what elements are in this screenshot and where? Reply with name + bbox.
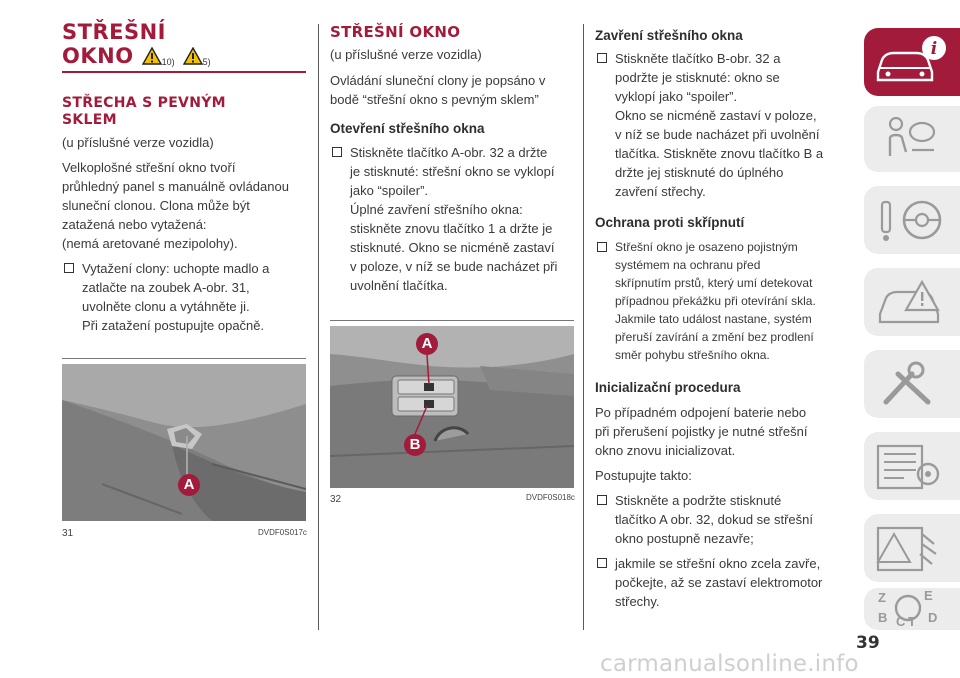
section-title: STŘEŠNÍ OKNO xyxy=(330,23,461,41)
bullet-item: jakmile se střešní okno zcela zavře, počkejte, až se zastaví elektromotor střechy. xyxy=(595,554,845,611)
section-title-line2: OKNO xyxy=(62,44,134,68)
subheading: Ochrana proti skřípnutí xyxy=(595,215,745,230)
bullet-box-icon xyxy=(332,147,342,157)
emergency-icon xyxy=(864,514,960,582)
nav-tab-tools[interactable] xyxy=(864,350,960,418)
bullet-item: Vytažení clony: uchopte madlo a zatlačte na zoubek A-obr. 31, uvolněte clonu a vytáhněte ji. Při zatažení postupujte opačně. xyxy=(62,259,306,335)
warning-triangle-icon xyxy=(142,47,162,65)
svg-text:i: i xyxy=(930,39,938,59)
bullet-item: Střešní okno je osazeno pojistným systémem na ochranu před skřípnutím prstů, který umí detekovat případnou překážku při otevírání skla. Jakmile tato událost nastane, systém přeruší zavírání a změní bez prodlení směr pohybu střešního okna. xyxy=(595,238,845,364)
figure-31-image xyxy=(62,364,306,521)
index-letter: E xyxy=(924,588,933,603)
nav-tab-specs[interactable] xyxy=(864,432,960,500)
nav-tab-safety[interactable] xyxy=(864,106,960,172)
intro-paragraph: Ovládání sluneční clony je popsáno v bodě “střešní okno s pevným sklem” xyxy=(330,73,546,107)
warning-ref: 10) xyxy=(142,47,175,68)
paragraph: Po případném odpojení baterie nebo při přerušení pojistky je nutné střešní okno znovu inicializovat. xyxy=(595,405,808,458)
figure-32-image xyxy=(330,326,574,488)
bullet-box-icon xyxy=(597,53,607,63)
bullet-item: Stiskněte tlačítko A-obr. 32 a držte je stisknuté: střešní okno se vyklopí jako “spoiler”. Úplné zavření střešního okna: stiskněte znovu tlačítko 1 a držte je stisknuté. Okno se nicméně zastaví v poloze, v níž se bude nacházet při uvolnění tlačítka. xyxy=(330,143,574,295)
specs-icon xyxy=(864,432,960,500)
figure-callout-a: A xyxy=(178,474,200,496)
version-note: (u příslušné verze vozidla) xyxy=(330,47,482,62)
airbag-icon xyxy=(864,106,960,172)
nav-tab-dashboard[interactable] xyxy=(864,186,960,254)
chapter-nav-sidebar xyxy=(858,22,960,630)
figure-top-rule xyxy=(62,358,306,359)
title-underline xyxy=(62,71,306,73)
bullet-box-icon xyxy=(597,495,607,505)
figure-number: 31 xyxy=(62,528,74,539)
bullet-box-icon xyxy=(597,558,607,568)
subheading: Otevření střešního okna xyxy=(330,121,485,136)
paragraph: Postupujte takto: xyxy=(595,468,692,483)
figure-callout-b: B xyxy=(404,434,426,456)
bullet-item: Stiskněte a podržte stisknuté tlačítko A obr. 32, dokud se střešní okno postupně nezavře; xyxy=(595,491,845,548)
subsection-title-line2: SKLEM xyxy=(62,112,117,128)
subheading: Inicializační procedura xyxy=(595,380,741,395)
bullet-item: Stiskněte tlačítko B-obr. 32 a podržte je stisknuté: okno se vyklopí jako “spoiler”. Okno se nicméně zastaví v poloze, v níž se bude nacházet při uvolnění tlačítka. Stiskněte znovu tlačítko B a držte jej stisknuté do úplného zavření střechy. xyxy=(595,49,845,201)
version-note: (u příslušné verze vozidla) xyxy=(62,135,214,150)
figure-top-rule xyxy=(330,320,574,321)
page-number: 39 xyxy=(856,633,880,653)
figure-callout-a: A xyxy=(416,333,438,355)
column-divider xyxy=(318,24,319,630)
bullet-box-icon xyxy=(64,263,74,273)
figure-number: 32 xyxy=(330,494,342,505)
nav-tab-car-info[interactable] xyxy=(864,28,960,96)
warning-light-icon xyxy=(864,268,960,336)
warning-ref: 5) xyxy=(183,47,211,68)
subheading: Zavření střešního okna xyxy=(595,28,743,43)
index-letter: T xyxy=(908,614,916,629)
nav-tab-warning-lights[interactable] xyxy=(864,268,960,336)
index-letter: Z xyxy=(878,590,886,605)
intro-paragraph: Velkoplošné střešní okno tvoří průhledný panel s manuálně ovládanou sluneční clonou. Clona může být zatažená nebo vytažená: (nemá aretované mezipolohy). xyxy=(62,160,289,251)
warning-triangle-icon xyxy=(183,47,203,65)
column-divider xyxy=(583,24,584,630)
dashboard-icon xyxy=(864,186,960,254)
watermark-text: carmanualsonline.info xyxy=(600,651,859,677)
nav-tab-index[interactable] xyxy=(864,588,960,630)
figure-code: DVDF0S017c xyxy=(258,528,307,537)
section-title-line1: STŘEŠNÍ xyxy=(62,20,166,44)
subsection-title-line1: STŘECHA S PEVNÝM xyxy=(62,95,226,111)
callout-leaders xyxy=(330,326,574,488)
index-letter: D xyxy=(928,610,938,625)
nav-tab-emergency[interactable] xyxy=(864,514,960,582)
car-info-icon xyxy=(864,28,960,96)
index-letter: B xyxy=(878,610,888,625)
figure-code: DVDF0S018c xyxy=(526,493,575,502)
bullet-box-icon xyxy=(597,242,607,252)
sunshade-handle-illustration xyxy=(62,364,306,521)
index-letter: C xyxy=(896,614,906,629)
tools-icon xyxy=(864,350,960,418)
